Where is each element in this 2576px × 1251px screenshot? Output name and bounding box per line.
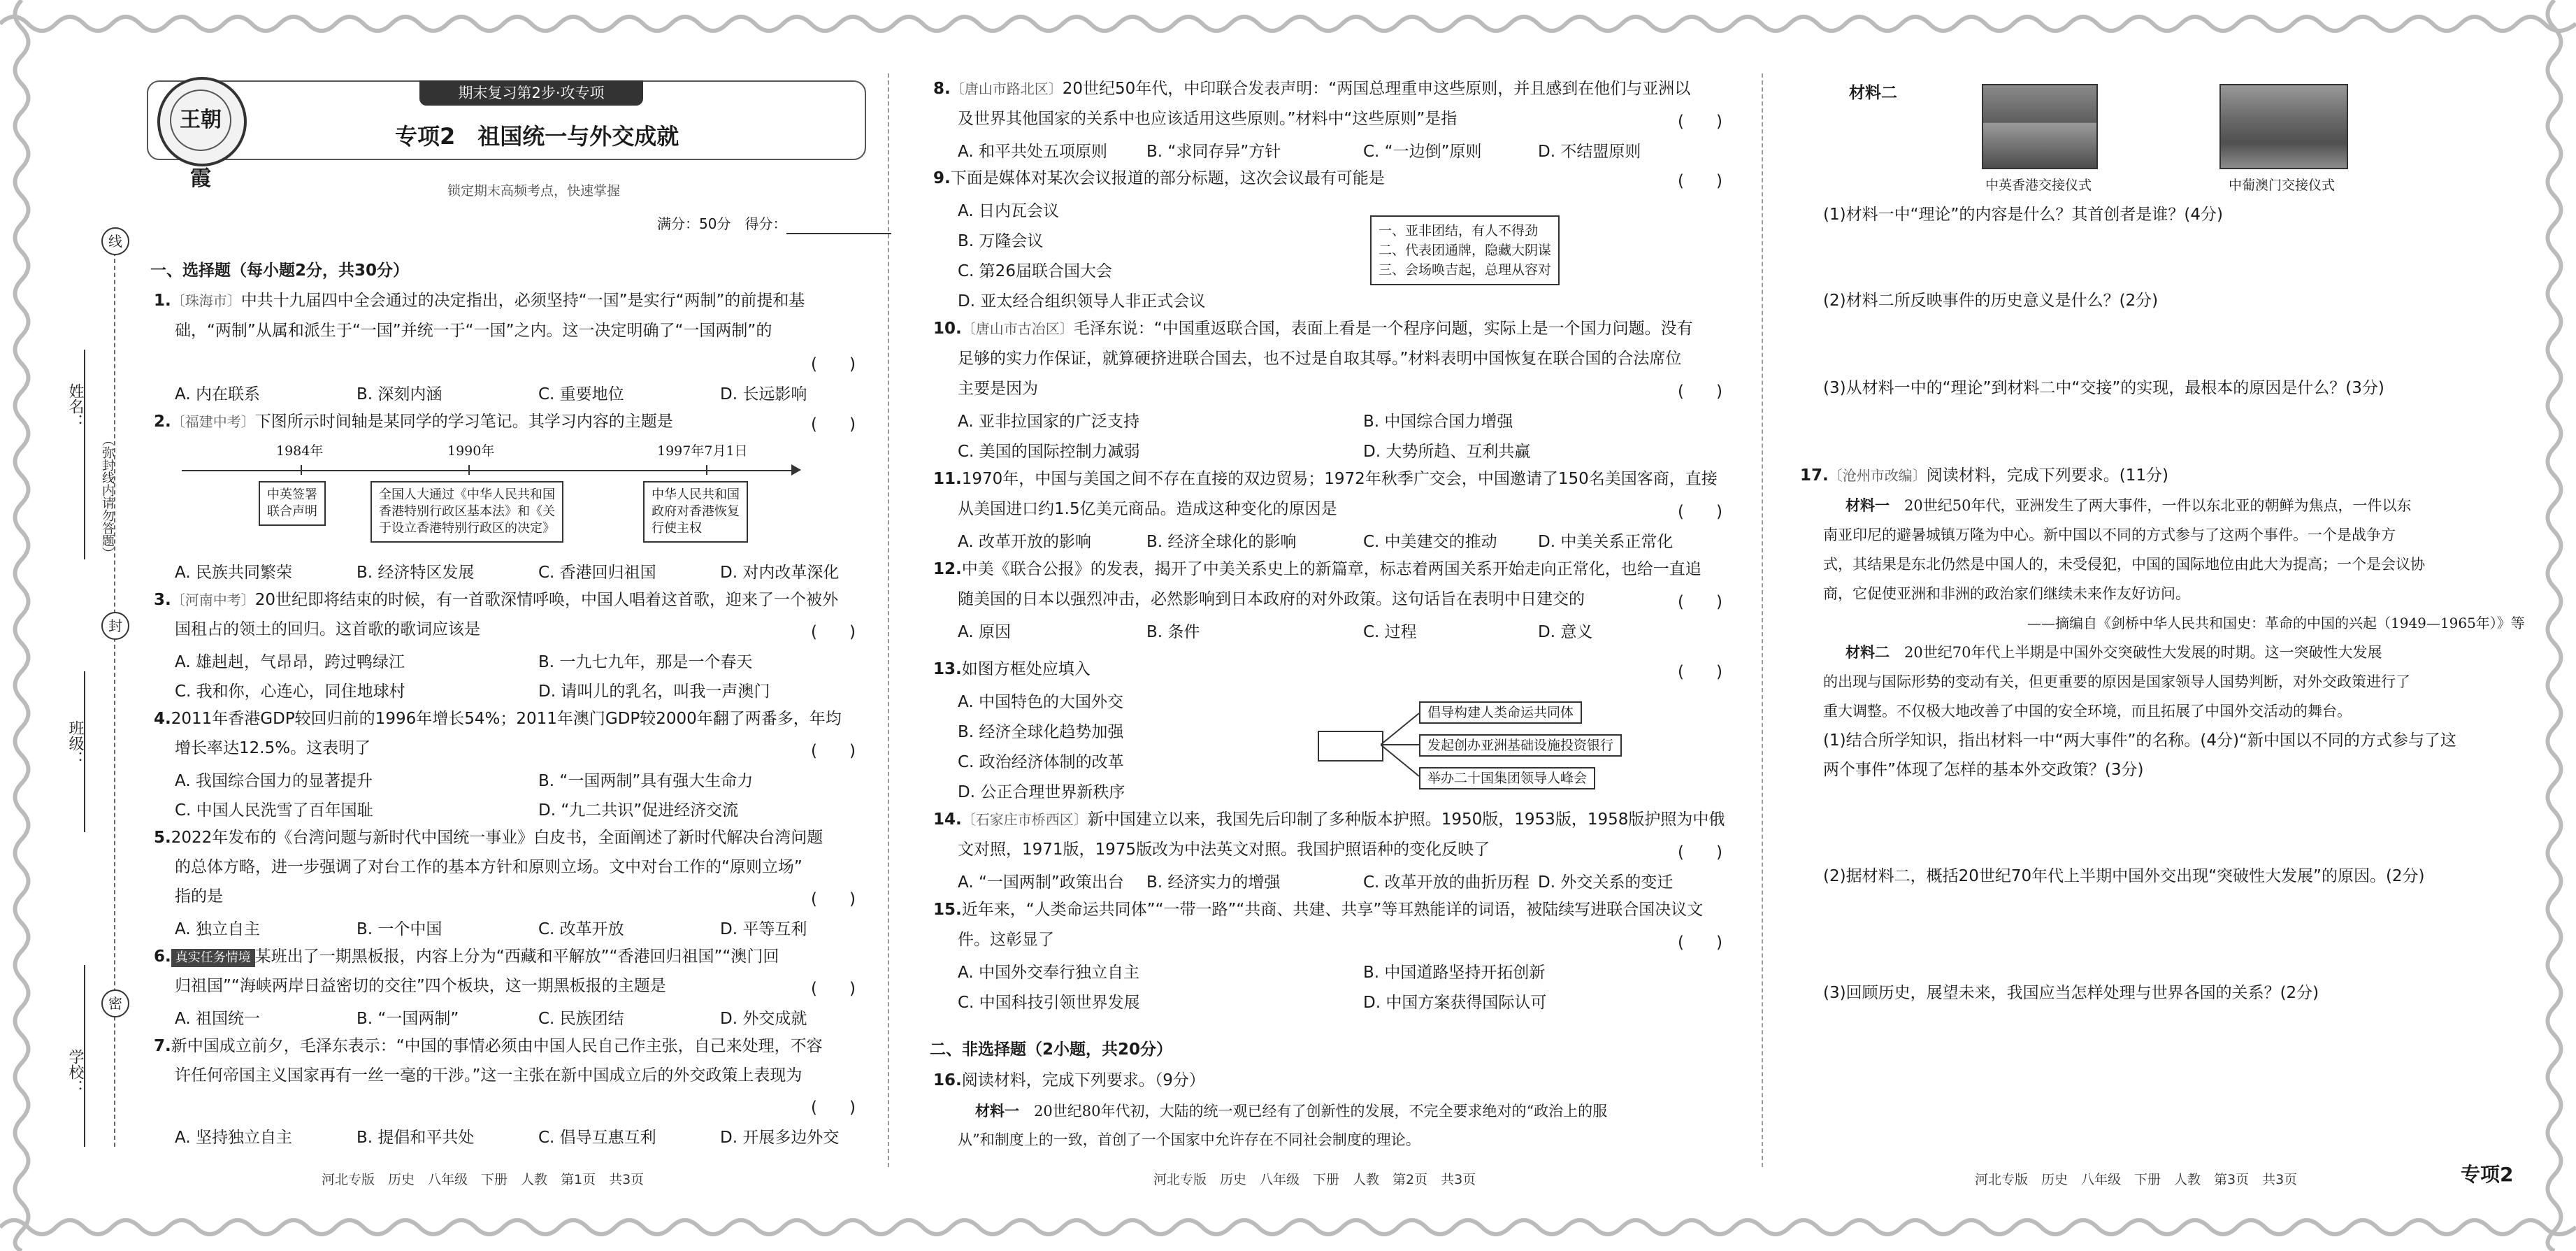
q3-option-a[interactable]: A. 雄赳赳，气昂昂，跨过鸭绿江	[175, 653, 405, 671]
timeline-year-1997: 1997年7月1日	[657, 443, 748, 459]
question-13: 13.如图方框处应填入	[933, 660, 1091, 678]
question-7-line2: 许任何帝国主义国家再有一丝一毫的干涉。”这一主张在新中国成立后的外交政策上表现为	[175, 1066, 803, 1085]
question-10: 10.〔唐山市古冶区〕毛泽东说：“中国重返联合国，表面上看是一个程序问题，实际上是一个国力问题。没有	[933, 320, 1693, 338]
q9-option-d[interactable]: D. 亚太经合组织领导人非正式会议	[958, 292, 1206, 310]
q9-option-b[interactable]: B. 万隆会议	[958, 232, 1044, 250]
q16-material-1-line2: 从”和制度上的一致，首创了一个国家中允许存在不同社会制度的理论。	[958, 1131, 1420, 1148]
q4-option-b[interactable]: B. “一国两制”具有强大生命力	[538, 772, 754, 790]
footer-page-1: 河北专版 历史 八年级 下册 人教 第1页 共3页	[322, 1172, 645, 1187]
page-divider-1	[888, 73, 889, 1167]
q8-option-d[interactable]: D. 不结盟原则	[1538, 143, 1641, 161]
score-fill[interactable]	[786, 217, 891, 234]
question-4: 4.2011年香港GDP较回归前的1996年增长54%；2011年澳门GDP较2000年翻了两番多，年均	[154, 710, 842, 728]
timeline-tick	[468, 465, 470, 475]
question-10-line2: 足够的实力作保证，就算硬挤进联合国去，也不过是自取其辱。”材料表明中国恢复在联合国的合法席位	[958, 350, 1682, 368]
q3-option-b[interactable]: B. 一九七九年，那是一个春天	[538, 653, 753, 671]
q6-option-d[interactable]: D. 外交成就	[720, 1010, 807, 1028]
question-11-line2: 从美国进口约1.5亿美元商品。造成这种变化的原因是	[958, 500, 1337, 518]
q1-option-d[interactable]: D. 长远影响	[720, 385, 807, 403]
q16-subquestion-1: (1)材料一中“理论”的内容是什么？其首创者是谁？(4分)	[1823, 206, 2223, 224]
seal-mark-2: 封	[101, 612, 129, 640]
q17-subquestion-3: (3)回顾历史，展望未来，我国应当怎样处理与世界各国的关系？(2分)	[1823, 984, 2319, 1002]
q4-option-c[interactable]: C. 中国人民洗雪了百年国耻	[175, 801, 373, 820]
timeline-box-3: 中华人民共和国 政府对香港恢复 行使主权	[643, 481, 748, 543]
answer-paren-14[interactable]: ( )	[1678, 843, 1722, 862]
q7-option-d[interactable]: D. 开展多边外交	[720, 1129, 840, 1147]
question-15: 15.近年来，“人类命运共同体”“一带一路”“共商、共建、共享”等耳熟能详的词语，被陆续写进联合国决议文	[933, 901, 1704, 919]
timeline-tick	[301, 465, 302, 475]
photo-caption-hk: 中英香港交接仪式	[1985, 178, 2092, 193]
footer-page-2: 河北专版 历史 八年级 下册 人教 第2页 共3页	[1153, 1172, 1476, 1187]
q11-option-b[interactable]: B. 经济全球化的影响	[1146, 533, 1297, 551]
timeline-year-1984: 1984年	[276, 443, 324, 459]
answer-paren-2[interactable]: ( )	[811, 415, 856, 434]
page-subtitle: 锁定期末高频考点，快速掌握	[447, 183, 621, 199]
question-2: 2.〔福建中考〕下图所示时间轴是某同学的学习笔记。其学习内容的主题是	[154, 413, 673, 431]
q16-subquestion-2: (2)材料二所反映事件的历史意义是什么？(2分)	[1823, 292, 2159, 310]
question-14-line2: 文对照，1971版，1975版改为中法英文对照。我国护照语种的变化反映了	[958, 841, 1490, 859]
class-label: 班级：	[66, 720, 84, 766]
question-17: 17.〔沧州市改编〕阅读材料，完成下列要求。(11分)	[1800, 466, 2168, 485]
page-divider-2	[1762, 73, 1763, 1167]
photo-caption-macau: 中葡澳门交接仪式	[2229, 178, 2336, 193]
q4-option-a[interactable]: A. 我国综合国力的显著提升	[175, 772, 373, 790]
q6-option-c[interactable]: C. 民族团结	[538, 1010, 624, 1028]
page-title: 专项2 祖国统一与外交成就	[395, 123, 679, 150]
hong-kong-handover-photo	[1982, 84, 2098, 169]
timeline-arrow-icon	[791, 464, 801, 476]
q17-material-1-line3: 式，其结果是东北仍然是中国人的，未受侵犯，中国的国际地位由此大为提高；一个是会议协	[1823, 556, 2425, 573]
q2-option-a[interactable]: A. 民族共同繁荣	[175, 564, 292, 582]
q1-option-a[interactable]: A. 内在联系	[175, 385, 260, 403]
answer-paren-10[interactable]: ( )	[1678, 383, 1722, 401]
q14-option-c[interactable]: C. 改革开放的曲折历程	[1363, 873, 1530, 892]
task-context-badge: 真实任务情境	[171, 949, 255, 967]
q10-option-a[interactable]: A. 亚非拉国家的广泛支持	[958, 413, 1139, 431]
seal-mark-3: 密	[101, 989, 129, 1017]
footer-page-3: 河北专版 历史 八年级 下册 人教 第3页 共3页	[1975, 1172, 2298, 1187]
bottom-wavy-border	[0, 1210, 2576, 1244]
question-12-line2: 随美国的日本以强烈冲击，必然影响到日本政府的对外政策。这句话旨在表明中日建交的	[958, 590, 1585, 608]
top-wavy-border	[0, 7, 2576, 41]
q11-option-c[interactable]: C. 中美建交的推动	[1363, 533, 1497, 551]
q1-option-b[interactable]: B. 深刻内涵	[357, 385, 442, 403]
section2-heading: 二、非选择题（2小题，共20分）	[930, 1041, 1173, 1059]
q16-subquestion-3: (3)从材料一中的“理论”到材料二中“交接”的实现，最根本的原因是什么？(3分)	[1823, 379, 2384, 397]
timeline-box-1: 中英签署 联合声明	[259, 481, 326, 526]
q1-option-c[interactable]: C. 重要地位	[538, 385, 624, 403]
timeline-box-2: 全国人大通过《中华人民共和国 香港特别行政区基本法》和《关 于设立香港特别行政区的决定》	[370, 481, 563, 543]
section1-heading: 一、选择题（每小题2分，共30分）	[150, 262, 410, 280]
right-wavy-border	[2538, 0, 2570, 1251]
answer-paren-13[interactable]: ( )	[1678, 663, 1722, 681]
q7-option-b[interactable]: B. 提倡和平共处	[357, 1129, 475, 1147]
q12-option-d[interactable]: D. 意义	[1538, 623, 1593, 641]
left-wavy-border	[6, 0, 38, 1251]
q10-option-d[interactable]: D. 大势所趋、互利共赢	[1363, 443, 1531, 461]
question-4-line2: 增长率达12.5%。这表明了	[175, 739, 371, 757]
question-8: 8.〔唐山市路北区〕20世纪50年代，中印联合发表声明：“两国总理重申这些原则，并且感到在他们与亚洲以	[933, 80, 1691, 98]
q2-option-c[interactable]: C. 香港回归祖国	[538, 564, 656, 582]
q13-option-c[interactable]: C. 政治经济体制的改革	[958, 753, 1124, 771]
answer-paren-11[interactable]: ( )	[1678, 503, 1722, 521]
timeline-year-1990: 1990年	[447, 443, 495, 459]
q3-option-d[interactable]: D. 请叫儿的乳名，叫我一声澳门	[538, 682, 770, 701]
answer-paren-15[interactable]: ( )	[1678, 934, 1722, 952]
answer-paren-5[interactable]: ( )	[811, 890, 856, 908]
answer-paren-9[interactable]: ( )	[1678, 172, 1722, 190]
q13-option-d[interactable]: D. 公正合理世界新秩序	[958, 783, 1125, 801]
q17-material-2-line2: 的出现与国际形势的变动有关，但更重要的原因是国家领导人国势判断，对外交政策进行了	[1823, 673, 2410, 690]
q17-subquestion-2: (2)据材料二，概括20世纪70年代上半期中国外交出现“突破性大发展”的原因。(2分)	[1823, 867, 2425, 885]
q10-option-b[interactable]: B. 中国综合国力增强	[1363, 413, 1513, 431]
question-14: 14.〔石家庄市桥西区〕新中国建立以来，我国先后印制了多种版本护照。1950版，1953版，1958版护照为中俄	[933, 810, 1725, 829]
publisher-logo	[157, 77, 247, 191]
question-5-line3: 指的是	[175, 887, 223, 906]
q14-option-b[interactable]: B. 经济实力的增强	[1146, 873, 1281, 892]
question-8-line2: 及世界其他国家的关系中也应该适用这些原则。”材料中“这些原则”是指	[958, 110, 1458, 128]
q17-material-1: 材料一 20世纪50年代，亚洲发生了两大事件，一件以东北亚的朝鲜为焦点，一件以东	[1845, 496, 2412, 514]
q17-material-1-line2: 南亚印尼的避暑城镇万隆为中心。新中国以不同的方式参与了这两个事件。一个是战争方	[1823, 527, 2396, 543]
q5-option-b[interactable]: B. 一个中国	[357, 920, 442, 938]
timeline-axis	[182, 470, 797, 471]
answer-paren-6[interactable]: ( )	[811, 980, 856, 998]
q13-blank-box[interactable]	[1318, 731, 1383, 762]
q14-option-d[interactable]: D. 外交关系的变迁	[1538, 873, 1674, 892]
answer-paren-12[interactable]: ( )	[1678, 593, 1722, 611]
question-1-line2: 础，“两制”从属和派生于“一国”并统一于“一国”之内。这一决定明确了“一国两制”的	[175, 322, 772, 340]
q5-option-a[interactable]: A. 独立自主	[175, 920, 260, 938]
q17-material-2: 材料二 20世纪70年代上半期是中国外交突破性大发展的时期。这一突破性大发展	[1845, 643, 2382, 661]
q3-option-c[interactable]: C. 我和你，心连心，同住地球村	[175, 682, 405, 701]
question-11: 11.1970年，中国与美国之间不存在直接的双边贸易；1972年秋季广交会，中国邀请了150名美国客商，直接	[933, 470, 1718, 488]
class-fill-line[interactable]	[84, 671, 85, 832]
q8-option-b[interactable]: B. “求同存异”方针	[1146, 143, 1281, 161]
q17-material-1-line4: 商，它促使亚洲和非洲的政治家们继续未来作友好访问。	[1823, 585, 2190, 602]
q15-option-d[interactable]: D. 中国方案获得国际认可	[1363, 994, 1547, 1012]
question-9: 9.下面是媒体对某次会议报道的部分标题，这次会议最有可能是	[933, 169, 1385, 187]
name-label: 姓名：	[66, 383, 84, 429]
q8-option-a[interactable]: A. 和平共处五项原则	[958, 143, 1107, 161]
name-fill-line[interactable]	[84, 350, 85, 559]
q6-option-b[interactable]: B. “一国两制”	[357, 1010, 459, 1028]
question-7: 7.新中国成立前夕，毛泽东表示：“中国的事情必须由中国人民自己作主张，自己来处理，不容	[154, 1037, 823, 1055]
q2-option-d[interactable]: D. 对内改革深化	[720, 564, 840, 582]
q5-option-d[interactable]: D. 平等互利	[720, 920, 807, 938]
q7-option-a[interactable]: A. 坚持独立自主	[175, 1129, 292, 1147]
q17-material-2-line3: 重大调整。不仅极大地改善了中国的安全环境，而且拓展了中国外交活动的舞台。	[1823, 703, 2352, 720]
question-12: 12.中美《联合公报》的发表，揭开了中美关系史上的新篇章，标志着两国关系开始走向正常化，也给一直追	[933, 560, 1701, 578]
header-tab: 期末复习第2步·攻专项	[419, 80, 643, 106]
q17-material-1-source: ——摘编自《剑桥中华人民共和国史：革命的中国的兴起（1949—1965年）》等	[2027, 615, 2525, 631]
school-label: 学校：	[66, 1049, 84, 1095]
score-line: 满分：50分 得分：	[657, 213, 891, 234]
question-3-line2: 国租占的领土的回归。这首歌的歌词应该是	[175, 620, 480, 638]
corner-section-label: 专项2	[2461, 1163, 2514, 1186]
seal-mark-1: 线	[101, 227, 129, 255]
question-5-line2: 的总体方略，进一步强调了对台工作的基本方针和原则立场。文中对台工作的“原则立场”	[175, 858, 803, 876]
school-fill-line[interactable]	[84, 965, 85, 1147]
q8-option-c[interactable]: C. “一边倒”原则	[1363, 143, 1482, 161]
q13-option-a[interactable]: A. 中国特色的大国外交	[958, 693, 1123, 711]
q10-option-c[interactable]: C. 美国的国际控制力减弱	[958, 443, 1140, 461]
q12-option-b[interactable]: B. 条件	[1146, 623, 1200, 641]
q12-option-a[interactable]: A. 原因	[958, 623, 1011, 641]
question-3: 3.〔河南中考〕20世纪即将结束的时候，有一首歌深情呼唤，中国人唱着这首歌，迎来了一个被外	[154, 591, 839, 609]
q13-box-3: 举办二十国集团领导人峰会	[1419, 767, 1595, 789]
q9-headline-box: 一、亚非团结，有人不得劲 二、代表团通牌，隐藏大阴谋 三、会场唤吉起，总理从容对	[1370, 215, 1560, 285]
answer-paren-1[interactable]: ( )	[811, 355, 856, 373]
question-6-line2: 归祖国”“海峡两岸日益密切的交往”四个板块，这一期黑板报的主题是	[175, 977, 666, 995]
q14-option-a[interactable]: A. “一国两制”政策出台	[958, 873, 1124, 892]
q2-option-b[interactable]: B. 经济特区发展	[357, 564, 475, 582]
seal-note: （弥封线内请勿答题）	[100, 434, 115, 559]
q13-option-b[interactable]: B. 经济全球化趋势加强	[958, 723, 1124, 741]
question-5: 5.2022年发布的《台湾问题与新时代中国统一事业》白皮书，全面阐述了新时代解决台湾问题	[154, 829, 823, 847]
q17-subquestion-1: (1)结合所学知识，指出材料一中“两大事件”的名称。(4分)“新中国以不同的方式参与了这	[1823, 731, 2456, 750]
q15-option-b[interactable]: B. 中国道路坚持开拓创新	[1363, 964, 1546, 982]
q16-material-2-label: 材料二	[1849, 84, 1897, 102]
q6-option-a[interactable]: A. 祖国统一	[175, 1010, 260, 1028]
q13-connector-lines	[1381, 699, 1419, 790]
q7-option-c[interactable]: C. 倡导互惠互利	[538, 1129, 656, 1147]
q11-option-d[interactable]: D. 中美关系正常化	[1538, 533, 1674, 551]
question-10-line3: 主要是因为	[958, 380, 1038, 398]
answer-paren-4[interactable]: ( )	[811, 742, 856, 760]
question-16: 16.阅读材料，完成下列要求。（9分）	[933, 1071, 1205, 1089]
q13-box-2: 发起创办亚洲基础设施投资银行	[1419, 734, 1622, 757]
question-6: 6. 真实任务情境 某班出了一期黑板报，内容上分为“西藏和平解放”“香港回归祖国”“澳门回	[154, 948, 779, 966]
q11-option-a[interactable]: A. 改革开放的影响	[958, 533, 1091, 551]
question-15-line2: 件。这彰显了	[958, 931, 1054, 949]
answer-paren-3[interactable]: ( )	[811, 623, 856, 641]
q9-option-c[interactable]: C. 第26届联合国大会	[958, 262, 1112, 280]
q16-material-1: 材料一 20世纪80年代初，大陆的统一观已经有了创新性的发展，不完全要求绝对的“政治上的服	[975, 1102, 1608, 1120]
q4-option-d[interactable]: D. “九二共识”促进经济交流	[538, 801, 739, 820]
q15-option-c[interactable]: C. 中国科技引领世界发展	[958, 994, 1140, 1012]
answer-paren-7[interactable]: ( )	[811, 1099, 856, 1117]
logo-text: 王朝霞	[170, 90, 231, 151]
q17-subquestion-1-line2: 两个事件”体现了怎样的基本外交政策？(3分)	[1823, 761, 2144, 779]
macau-handover-photo	[2219, 84, 2348, 169]
question-1: 1.〔珠海市〕中共十九届四中全会通过的决定指出，必须坚持“一国”是实行“两制”的前提和基	[154, 292, 805, 310]
answer-paren-8[interactable]: ( )	[1678, 113, 1722, 131]
q15-option-a[interactable]: A. 中国外交奉行独立自主	[958, 964, 1139, 982]
timeline-tick	[706, 465, 707, 475]
q5-option-c[interactable]: C. 改革开放	[538, 920, 624, 938]
q13-box-1: 倡导构建人类命运共同体	[1419, 701, 1582, 724]
q12-option-c[interactable]: C. 过程	[1363, 623, 1417, 641]
q9-option-a[interactable]: A. 日内瓦会议	[958, 202, 1059, 220]
